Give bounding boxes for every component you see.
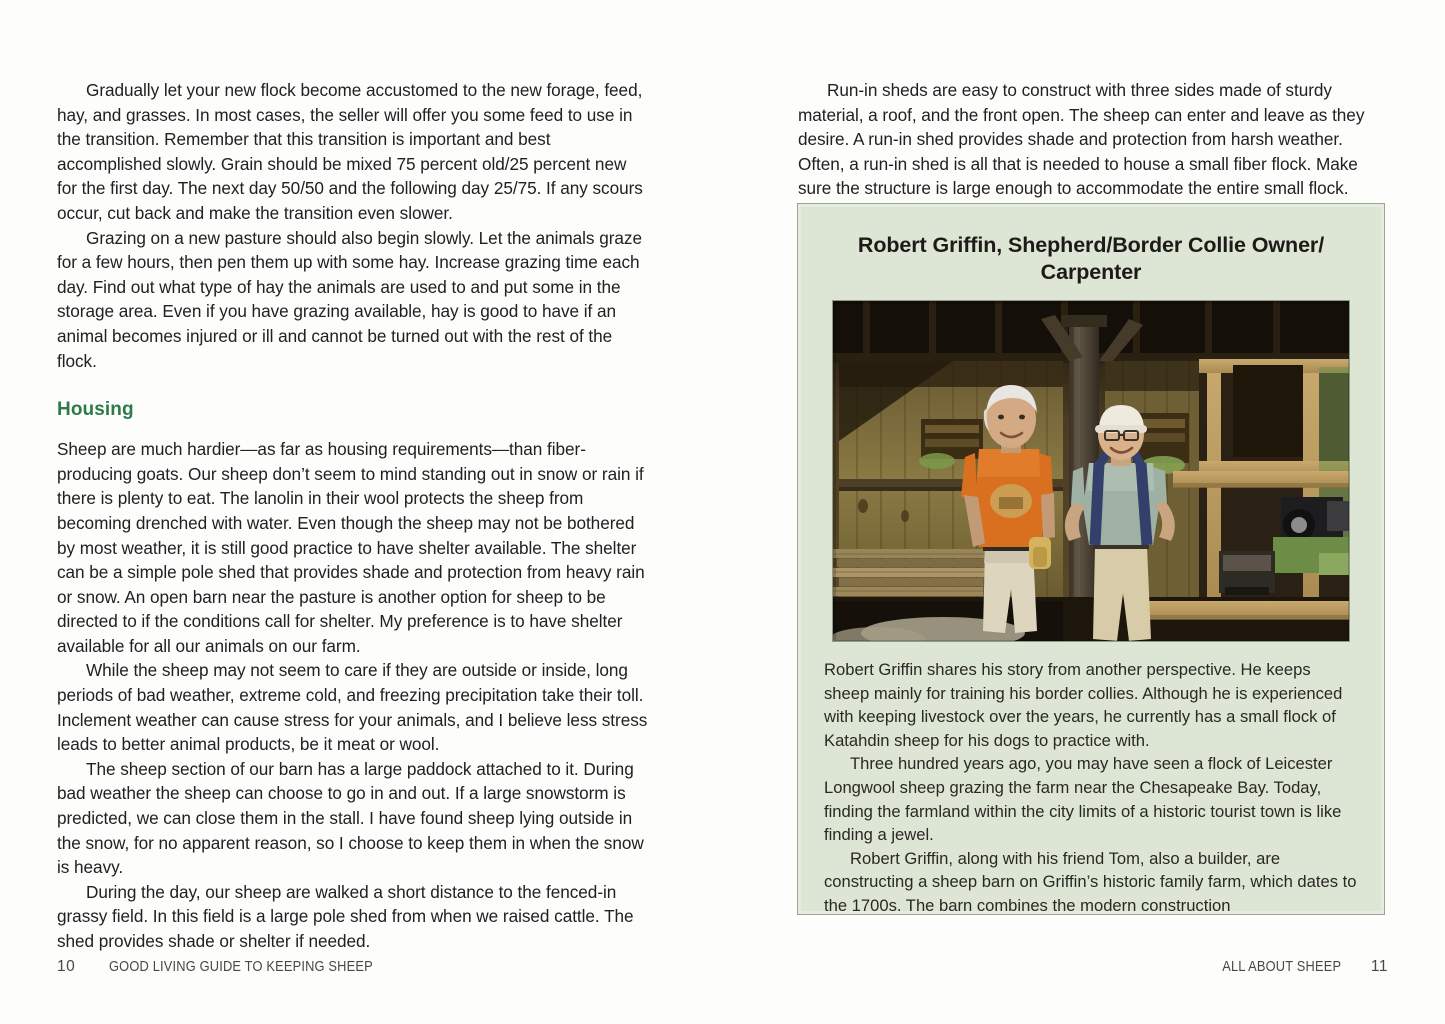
sidebar-paragraph: Robert Griffin, along with his friend Tom, also a builder, are constructing a sheep barn on Griffin’s historic family farm, which dates to the 1700s. The barn combines the modern construction bbox=[824, 848, 1357, 915]
paragraph: During the day, our sheep are walked a short distance to the fenced-in grassy field. In this field is a large pole shed from when we raised cattle. The shed provides shade or shelter if needed. bbox=[57, 881, 634, 951]
sidebar-title: Robert Griffin, Shepherd/Border Collie Owner/ Carpenter bbox=[857, 233, 1325, 284]
right-column bbox=[798, 78, 1378, 201]
paragraph: The sheep section of our barn has a large paddock attached to it. During bad weather the sheep can choose to go in and out. If a large snowstorm is predicted, we can close them in the stall. I have found sheep lying outside in the snow, for no apparent reason, so I choose to keep them in when the snow is heavy. bbox=[57, 758, 644, 878]
running-head: ALL ABOUT SHEEP bbox=[1221, 959, 1341, 975]
sidebar-profile-box bbox=[797, 203, 1385, 915]
page-number: 11 bbox=[1370, 958, 1388, 975]
sidebar-paragraph: Robert Griffin shares his story from another perspective. He keeps sheep mainly for training his border collies. Although he is experienced with keeping livestock over the years, he currently has a small flock of Katahdin sheep for his dogs to practice with. bbox=[824, 660, 1343, 750]
running-head: GOOD LIVING GUIDE TO KEEPING SHEEP bbox=[109, 959, 374, 975]
paragraph: Gradually let your new flock become accustomed to the new forage, feed, hay, and grasses. In most cases, the seller will offer you some feed to use in the transition. Remember that this transition is important and best accomplished slowly. Grain should be mixed 75 percent old/25 percent new for the first day. The next day 50/50 and the following day 25/75. If any scours occur, cut back and make the transition even slower. bbox=[57, 80, 643, 223]
left-page bbox=[0, 0, 722, 1024]
left-column bbox=[57, 78, 649, 954]
page-number: 10 bbox=[57, 958, 76, 975]
paragraph: Sheep are much hardier—as far as housing requirements—than fiber-producing goats. Our sheep don’t seem to mind standing out in snow or rain if there is plenty to eat. The lanolin in their wool protects the sheep from becoming drenched with water. Even though the sheep may not be bothered by most weather, it is still good practice to have shelter available. The shelter can be a simple pole shed that provides shade and protection from heavy rain or snow. An open barn near the pasture is another option for sheep to be directed to if the conditions call for shelter. My preference is to have shelter available for all our animals on our farm. bbox=[57, 439, 645, 656]
barn-photo-illustration bbox=[833, 301, 1349, 641]
left-page-footer bbox=[57, 958, 409, 976]
paragraph: Run-in sheds are easy to construct with three sides made of sturdy material, a roof, and the front open. The sheep can enter and leave as they desire. A run-in shed provides shade and protection from harsh weather. Often, a run-in shed is all that is needed to house a small fiber flock. Make sure the structure is large enough to accommodate the entire small flock. bbox=[798, 80, 1365, 199]
barn-photo-image bbox=[833, 301, 1349, 641]
paragraph: While the sheep may not seem to care if they are outside or inside, long periods of bad weather, extreme cold, and freezing precipitation take their toll. Inclement weather can cause stress for your animals, and I believe less stress leads to better animal products, be it meat or wool. bbox=[57, 660, 648, 755]
paragraph: Grazing on a new pasture should also begin slowly. Let the animals graze for a few hours, then pen them up with some hay. Increase grazing time each day. Find out what type of hay the animals are used to and put some in the storage area. Even if you have grazing available, hay is good to have if an animal becomes injured or ill and cannot be turned out with the rest of the flock. bbox=[57, 227, 642, 371]
sidebar-paragraph: Three hundred years ago, you may have seen a flock of Leicester Longwool sheep grazing the farm near the Chesapeake Bay. Today, finding the farmland within the city limits of a historic tourist town is like finding a jewel. bbox=[824, 754, 1342, 845]
right-page-footer bbox=[1206, 958, 1388, 976]
section-heading-housing: Housing bbox=[57, 399, 134, 421]
sidebar-text-block bbox=[824, 658, 1358, 918]
sidebar-inner bbox=[802, 208, 1380, 915]
sidebar-photo bbox=[832, 300, 1350, 642]
